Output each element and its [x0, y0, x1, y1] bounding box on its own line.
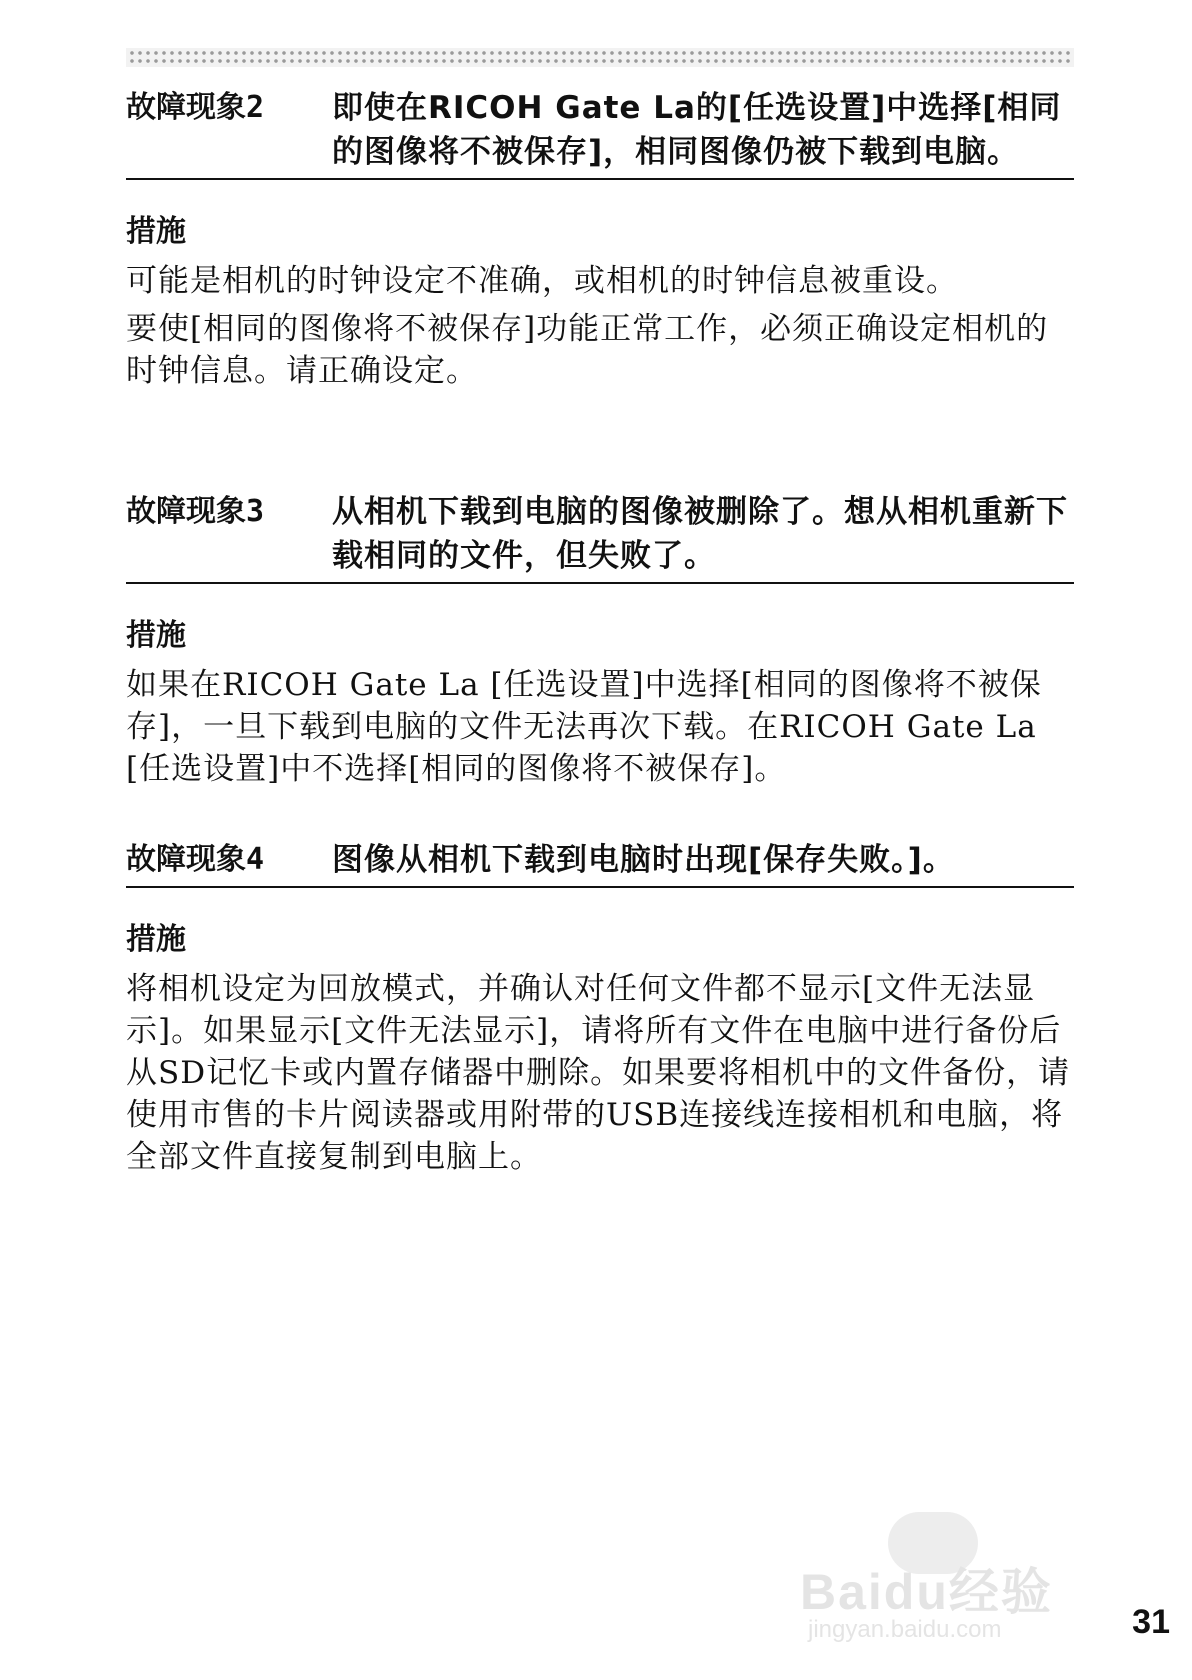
measure-3-title: 措施	[126, 618, 186, 653]
symptom-4-heading	[126, 838, 1074, 888]
measure-2-paragraph: 要使[相同的图像将不被保存]功能正常工作，必须正确设定相机的时钟信息。请正确设定。	[126, 311, 1049, 389]
symptom-3-heading	[126, 490, 1074, 584]
symptom-4-text: 图像从相机下载到电脑时出现[保存失败。]。	[332, 842, 955, 878]
symptom-3-label: 故障现象3	[126, 494, 265, 529]
symptom-2-label: 故障现象2	[126, 90, 265, 125]
measure-2-title: 措施	[126, 214, 186, 249]
measure-4-title: 措施	[126, 922, 186, 957]
symptom-4-section	[126, 838, 1074, 1178]
symptom-3-text: 从相机下载到电脑的图像被删除了。想从相机重新下载相同的文件，但失败了。	[332, 494, 1068, 574]
baidu-jingyan-watermark	[800, 1512, 1070, 1662]
decorative-dotted-band	[126, 48, 1074, 67]
measure-4-paragraph: 将相机设定为回放模式，并确认对任何文件都不显示[文件无法显示]。如果显示[文件无法显示]，请将所有文件在电脑中进行备份后从SD记忆卡或内置存储器中删除。如果要将相机中的文件备份，请使用市售的卡片阅读器或用附带的USB连接线连接相机和电脑，将全部文件直接复制到电脑上。	[126, 971, 1071, 1175]
symptom-3-section	[126, 490, 1074, 790]
measure-3-paragraph: 如果在RICOH Gate La [任选设置]中选择[相同的图像将不被保存]，一旦下载到电脑的文件无法再次下载。在RICOH Gate La [任选设置]中不选择[相同的图像将不被保存]。	[126, 667, 1042, 787]
symptom-4-label: 故障现象4	[126, 842, 265, 877]
symptom-2-heading	[126, 86, 1074, 180]
symptom-2-text: 即使在RICOH Gate La的[任选设置]中选择[相同的图像将不被保存]，相同图像仍被下载到电脑。	[332, 90, 1062, 170]
watermark-brand: Baidu经验	[800, 1564, 1053, 1620]
symptom-2-section	[126, 86, 1074, 392]
page-number: 31	[1132, 1603, 1170, 1641]
measure-2-paragraph: 可能是相机的时钟设定不准确，或相机的时钟信息被重设。	[126, 263, 958, 299]
watermark-url: jingyan.baidu.com	[808, 1616, 1002, 1643]
